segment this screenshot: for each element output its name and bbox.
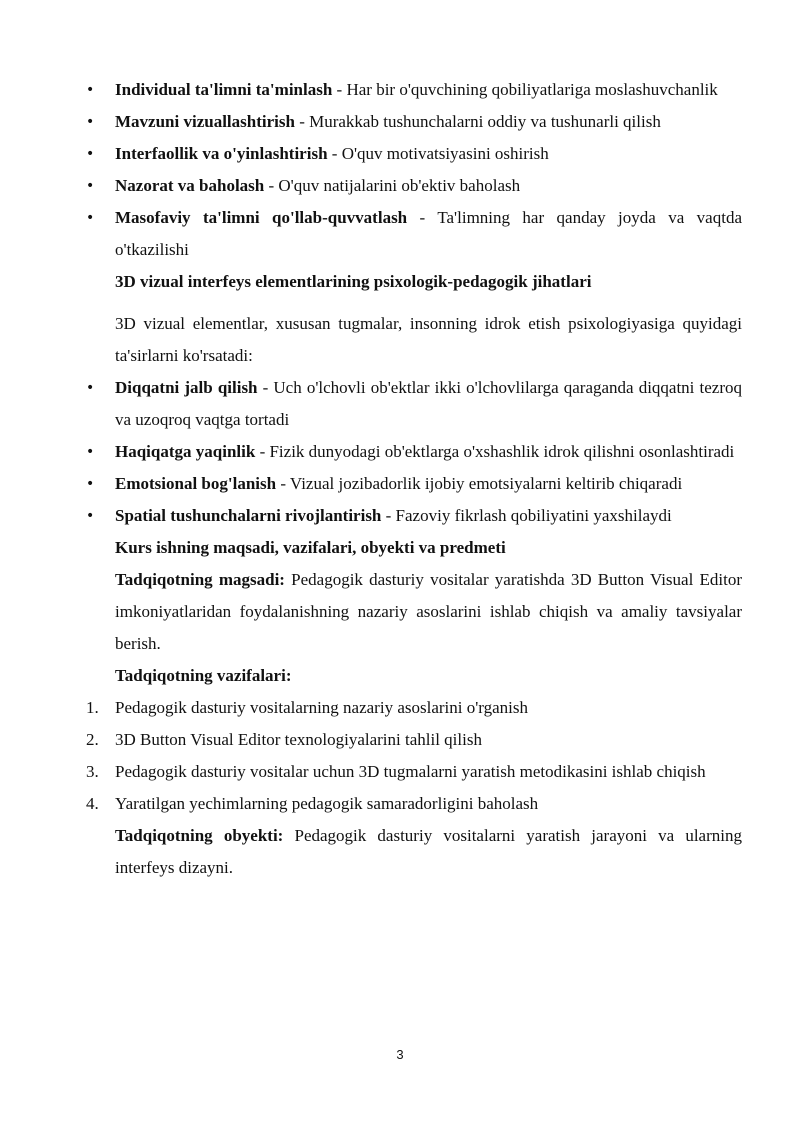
item-number: 3. (86, 762, 99, 781)
item-term: Nazorat va baholash (115, 176, 265, 195)
item-desc: - Murakkab tushunchalarni oddiy va tushunarli qilish (294, 112, 661, 131)
item-term: Individual ta'limni ta'minlash (115, 80, 333, 99)
list-item (86, 692, 742, 724)
list-item (86, 202, 742, 266)
item-desc: - Har bir o'quvchining qobiliyatlariga moslashuvchanlik (332, 80, 718, 99)
bullet: • (86, 114, 95, 130)
list-item (86, 106, 742, 138)
list-item (86, 756, 742, 788)
item-number: 1. (86, 698, 99, 717)
item-number: 4. (86, 794, 99, 813)
list-item (86, 74, 742, 106)
item-term: Emotsional bog'lanish (115, 474, 277, 493)
list-item (86, 724, 742, 756)
item-term: Interfaollik va o'yinlashtirish (115, 144, 328, 163)
research-goal (86, 564, 742, 660)
bullet: • (86, 508, 95, 524)
list-item (86, 170, 742, 202)
tasks-heading: Tadqiqotning vazifalari: (115, 666, 292, 685)
item-text: 3D Button Visual Editor texnologiyalarini tahlil qilish (115, 730, 482, 749)
item-text: Pedagogik dasturiy vositalarning nazariy asoslarini o'rganish (115, 698, 529, 717)
item-text: Yaratilgan yechimlarning pedagogik samaradorligini baholash (115, 794, 539, 813)
bullet: • (86, 444, 95, 460)
item-term: Diqqatni jalb qilish (115, 378, 258, 397)
research-object (86, 820, 742, 884)
page-number: 3 (396, 1047, 404, 1062)
list-item (86, 138, 742, 170)
item-text: Pedagogik dasturiy vositalar uchun 3D tugmalarni yaratish metodikasini ishlab chiqish (115, 762, 706, 781)
bullet: • (86, 210, 95, 226)
section-heading: Kurs ishning maqsadi, vazifalari, obyekti va predmeti (115, 538, 506, 557)
bullet: • (86, 476, 95, 492)
item-term: Haqiqatga yaqinlik (115, 442, 256, 461)
goal-text: Pedagogik dasturiy vositalar yaratishda 3D Button Visual Editor imkoniyatlaridan foydalanishning nazariy asoslarini ishlab chiqish va amaliy tavsiyalar berish. (115, 570, 742, 653)
benefits-list (86, 74, 742, 266)
object-label: Tadqiqotning obyekti: (115, 826, 284, 845)
item-desc: - Fizik dunyodagi ob'ektlarga o'xshashlik idrok qilishni osonlashtiradi (255, 442, 735, 461)
item-desc: - Ta'limning har qanday joyda va vaqtda o'tkazilishi (115, 208, 742, 259)
list-item (86, 436, 742, 468)
list-item (86, 372, 742, 436)
tasks-list (86, 692, 742, 820)
list-item (86, 788, 742, 820)
item-number: 2. (86, 730, 99, 749)
page-content (86, 74, 742, 884)
list-item (86, 468, 742, 500)
bullet: • (86, 146, 95, 162)
effects-list (86, 372, 742, 532)
item-desc: - O'quv motivatsiyasini oshirish (327, 144, 549, 163)
item-term: Masofaviy ta'limni qo'llab-quvvatlash (115, 208, 408, 227)
item-term: Mavzuni vizuallashtirish (115, 112, 295, 131)
item-desc: - Vizual jozibadorlik ijobiy emotsiyalarni keltirib chiqaradi (276, 474, 683, 493)
bullet: • (86, 178, 95, 194)
item-term: Spatial tushunchalarni rivojlantirish (115, 506, 382, 525)
section-heading: 3D vizual interfeys elementlarining psixologik-pedagogik jihatlari (115, 272, 592, 291)
item-desc: - Uch o'lchovli ob'ektlar ikki o'lchovlilarga qaraganda diqqatni tezroq va uzoqroq vaqtga tortadi (115, 378, 742, 429)
bullet: • (86, 82, 95, 98)
item-desc: - O'quv natijalarini ob'ektiv baholash (264, 176, 521, 195)
bullet: • (86, 380, 95, 396)
goal-label: Tadqiqotning magsadi: (115, 570, 285, 589)
list-item (86, 500, 742, 532)
object-text: Pedagogik dasturiy vositalarni yaratish jarayoni va ularning interfeys dizayni. (115, 826, 742, 877)
section-intro: 3D vizual elementlar, xususan tugmalar, insonning idrok etish psixologiyasiga quyidagi ta'sirlarni ko'rsatadi: (115, 314, 742, 365)
item-desc: - Fazoviy fikrlash qobiliyatini yaxshilaydi (381, 506, 672, 525)
